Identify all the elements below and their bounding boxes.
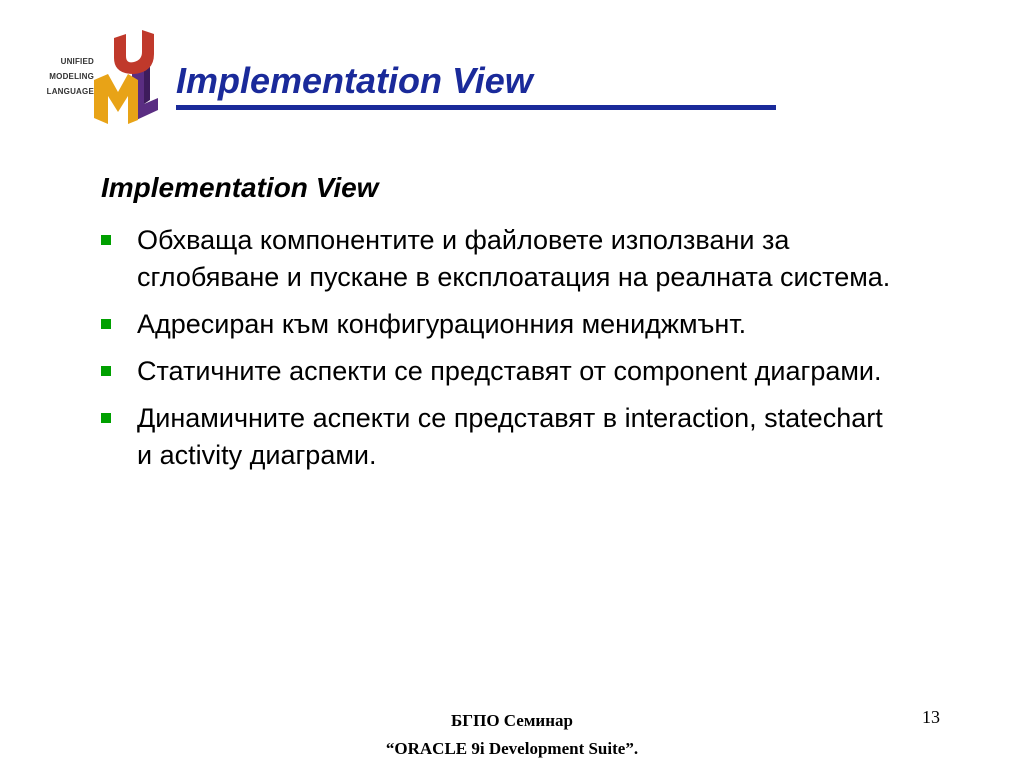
bullet-text: Адресиран към конфигурационния мениджмънт.	[137, 309, 747, 339]
bullet-item	[101, 306, 901, 343]
square-bullet-icon	[101, 319, 111, 329]
logo-line-unified: UNIFIED	[60, 57, 94, 66]
footer-line-2: “ORACLE 9i Development Suite”.	[385, 739, 639, 758]
logo-line-language: LANGUAGE	[46, 87, 94, 96]
uml-logo-icon	[88, 30, 162, 126]
bullet-text: Статичните аспекти се представят от component диаграми.	[137, 356, 882, 386]
logo-text	[46, 54, 94, 99]
square-bullet-icon	[101, 235, 111, 245]
logo-line-modeling: MODELING	[49, 72, 94, 81]
bullet-list	[101, 222, 901, 484]
bullet-item	[101, 353, 901, 390]
slide-title: Implementation View	[176, 60, 533, 101]
section-heading: Implementation View	[101, 172, 379, 203]
page-number: 13	[922, 707, 940, 727]
square-bullet-icon	[101, 366, 111, 376]
bullet-text: Обхваща компонентите и файловете използвани за сглобяване и пускане в експлоатация на реалната система.	[137, 225, 891, 292]
bullet-item	[101, 400, 901, 474]
uml-logo	[44, 30, 162, 126]
bullet-text: Динамичните аспекти се представят в interaction, statechart и activity диаграми.	[137, 403, 883, 470]
square-bullet-icon	[101, 413, 111, 423]
bullet-item	[101, 222, 901, 296]
title-underline	[176, 105, 776, 110]
footer	[312, 707, 712, 763]
footer-line-1: БГПО Семинар	[451, 711, 573, 730]
